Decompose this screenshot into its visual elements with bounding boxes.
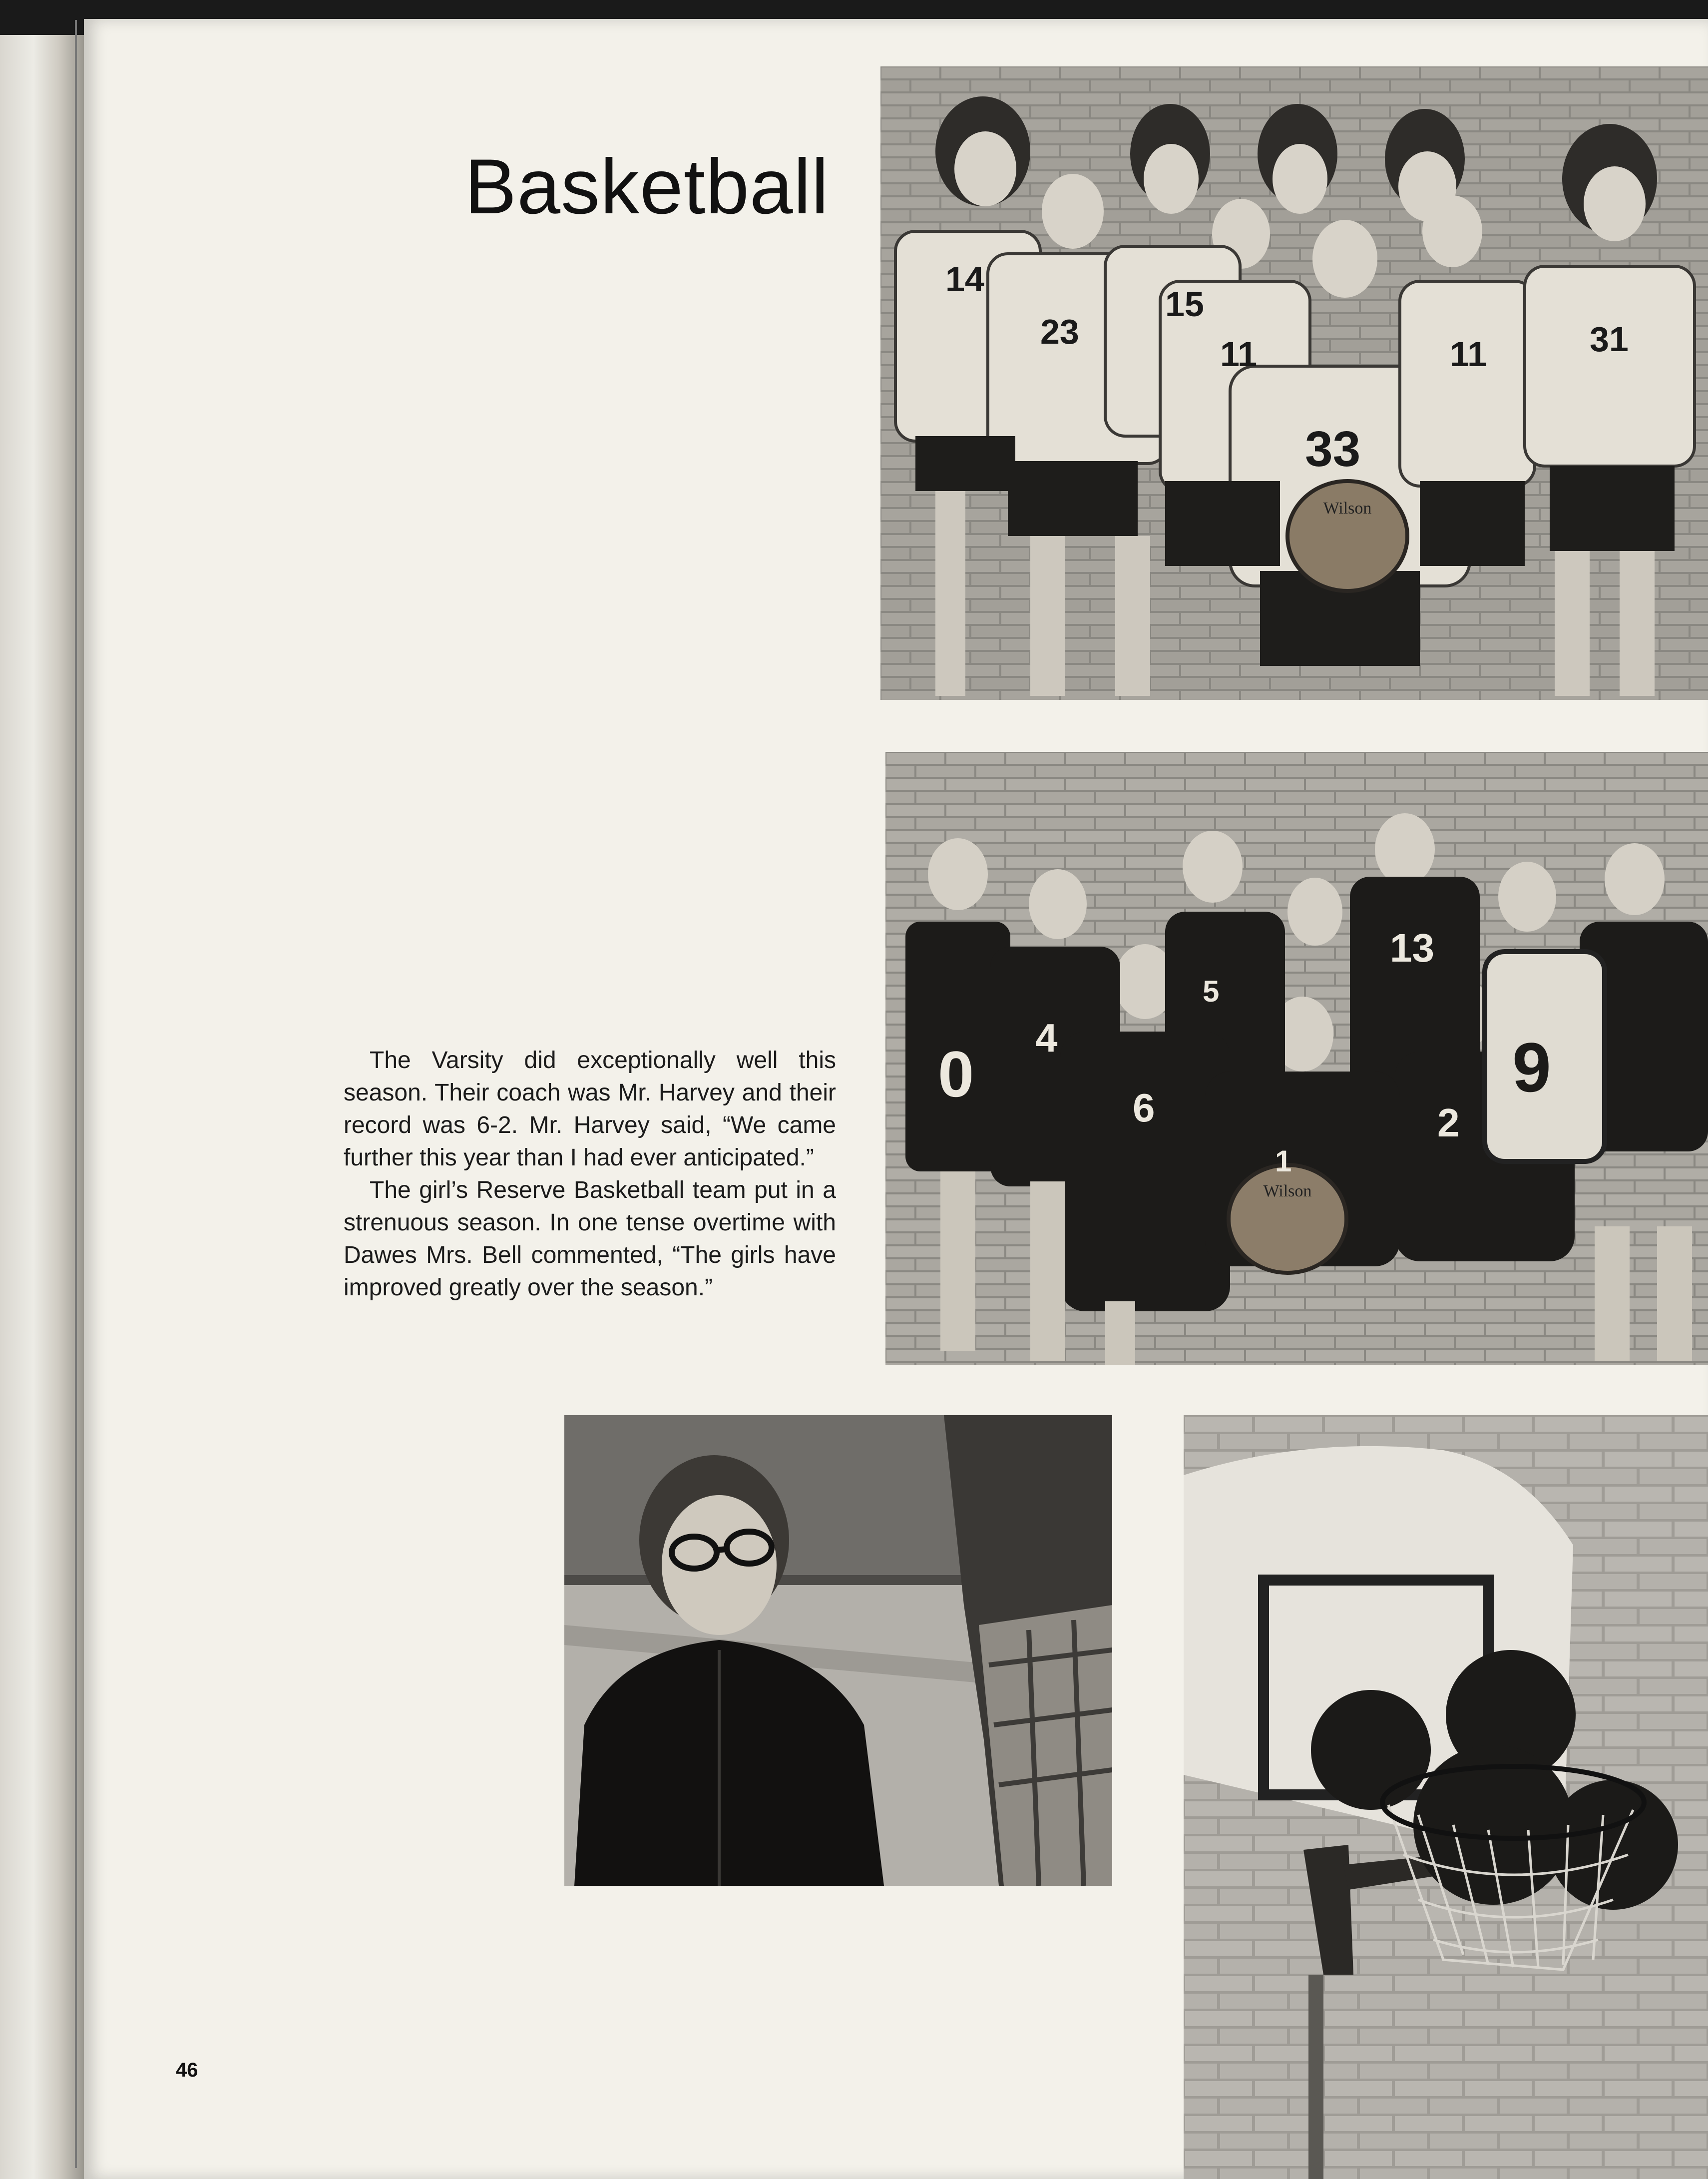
jersey-number: 14 (945, 260, 984, 299)
reserve-team-photo (885, 752, 1708, 1365)
jersey-number: 13 (1390, 926, 1434, 970)
page-edges (0, 35, 84, 2179)
jersey-number: 9 (1512, 1028, 1551, 1106)
page-title: Basketball (464, 143, 829, 230)
jersey-number: 11 (1220, 335, 1257, 374)
jersey-number: 23 (1040, 312, 1079, 351)
coach-photo (564, 1415, 1112, 1886)
paragraph-varsity: The Varsity did exceptionally well this season. Their coach was Mr. Harvey and their record was 6-2. Mr. Harvey said, “We came further this year than I had ever anticipated.” (344, 1047, 836, 1171)
jersey-number: 11 (1450, 335, 1487, 374)
basketball (1287, 481, 1407, 591)
ball-brand: Wilson (1263, 1182, 1312, 1200)
article-body (344, 1044, 836, 1304)
jersey-number: 33 (1305, 421, 1361, 477)
jersey-number: 4 (1035, 1016, 1058, 1060)
jersey-number: 0 (938, 1038, 974, 1110)
gutter-line (75, 20, 77, 2168)
basketball-hoop-photo (1184, 1415, 1708, 2179)
jersey-number: 15 (1165, 285, 1204, 324)
jersey-number: 5 (1203, 975, 1220, 1008)
ball-brand: Wilson (1323, 499, 1372, 518)
jersey-number: 6 (1133, 1086, 1155, 1130)
jersey-number: 1 (1275, 1144, 1292, 1178)
page-number: 46 (176, 2059, 198, 2081)
jersey-number: 31 (1590, 320, 1629, 359)
varsity-team-photo (880, 66, 1708, 700)
basketball (1229, 1165, 1346, 1273)
paragraph-reserve: The girl’s Reserve Basketball team put in a strenuous season. In one tense overtime with Dawes Mrs. Bell commented, “The girls have improved greatly over the season.” (344, 1177, 836, 1301)
jersey-number: 2 (1437, 1100, 1460, 1145)
